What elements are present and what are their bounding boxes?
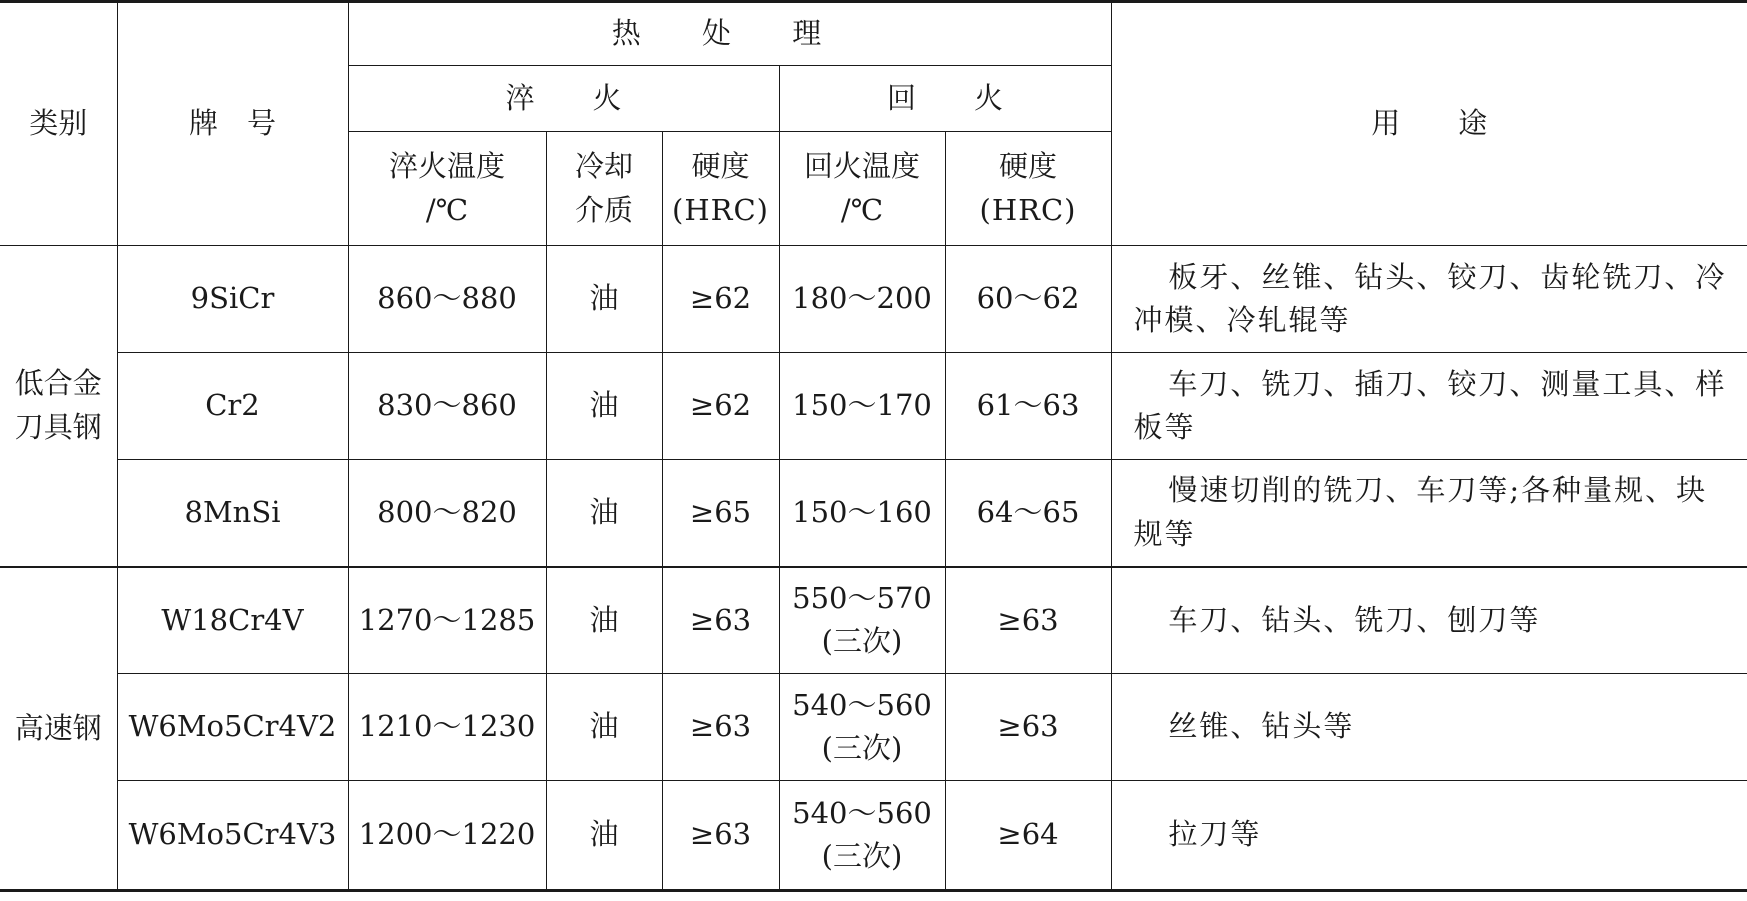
- table-row: [0, 781, 1747, 891]
- table-row: [0, 674, 1747, 781]
- usage-cell: 拉刀等: [1111, 781, 1747, 891]
- header-quench-temp-line1: 淬火温度: [388, 149, 505, 183]
- temper-temp-line2: (三次): [821, 839, 903, 873]
- header-hardness-line1: 硬度: [691, 149, 750, 183]
- grade-cell: W6Mo5Cr4V3: [117, 781, 348, 891]
- quench-hardness-cell: ≥63: [662, 567, 779, 674]
- cooling-medium-cell: 油: [546, 460, 662, 567]
- cooling-medium-cell: 油: [546, 353, 662, 460]
- quench-hardness-cell: ≥63: [662, 674, 779, 781]
- temper-temp-line2: (三次): [821, 624, 903, 659]
- header-temper-hardness-line2: (HRC): [979, 192, 1077, 227]
- quench-temp-cell: 1210～1230: [348, 674, 546, 781]
- temper-temp-cell: [779, 781, 945, 891]
- grade-cell: 8MnSi: [117, 460, 348, 567]
- quench-hardness-cell: ≥63: [662, 781, 779, 891]
- header-cooling-line2: 介质: [574, 192, 633, 227]
- temper-hardness-cell: 60～62: [945, 246, 1111, 353]
- quench-hardness-cell: ≥65: [662, 460, 779, 567]
- table-body: [0, 246, 1747, 891]
- quench-temp-cell: 860～880: [348, 246, 546, 353]
- header-quench: 淬 火: [348, 66, 779, 132]
- temper-temp-line1: 550～570: [792, 580, 932, 615]
- cooling-medium-cell: 油: [546, 567, 662, 674]
- header-heat-treatment: 热 处 理: [348, 2, 1111, 66]
- header-temper-hardness: [945, 132, 1111, 246]
- header-hardness-line2: (HRC): [672, 192, 769, 227]
- usage-cell: 车刀、钻头、铣刀、刨刀等: [1111, 567, 1747, 674]
- table-row: [0, 353, 1747, 460]
- header-temper: 回 火: [779, 66, 1111, 132]
- grade-cell: W6Mo5Cr4V2: [117, 674, 348, 781]
- table-row: [0, 460, 1747, 567]
- temper-hardness-cell: 61～63: [945, 353, 1111, 460]
- quench-temp-cell: 1200～1220: [348, 781, 546, 891]
- temper-temp-cell: 150～170: [779, 353, 945, 460]
- header-cooling-medium: [546, 132, 662, 246]
- table-row: [0, 246, 1747, 353]
- temper-hardness-cell: ≥64: [945, 781, 1111, 891]
- header-grade: 牌 号: [117, 2, 348, 246]
- temper-hardness-cell: ≥63: [945, 567, 1111, 674]
- cooling-medium-cell: 油: [546, 781, 662, 891]
- header-temper-temp: [779, 132, 945, 246]
- temper-temp-cell: 180～200: [779, 246, 945, 353]
- header-temper-temp-line1: 回火温度: [803, 149, 920, 183]
- cooling-medium-cell: 油: [546, 246, 662, 353]
- temper-hardness-cell: 64～65: [945, 460, 1111, 567]
- grade-cell: 9SiCr: [117, 246, 348, 353]
- category-cell: 高速钢: [0, 567, 117, 891]
- usage-cell: 板牙、丝锥、钻头、铰刀、齿轮铣刀、冷冲模、冷轧辊等: [1111, 246, 1747, 353]
- category-line1: 低合金: [14, 366, 102, 401]
- temper-hardness-cell: ≥63: [945, 674, 1111, 781]
- grade-cell: Cr2: [117, 353, 348, 460]
- quench-hardness-cell: ≥62: [662, 353, 779, 460]
- temper-temp-cell: [779, 567, 945, 674]
- cooling-medium-cell: 油: [546, 674, 662, 781]
- temper-temp-line1: 540～560: [792, 795, 932, 830]
- usage-cell: 车刀、铣刀、插刀、铰刀、测量工具、样板等: [1111, 353, 1747, 460]
- temper-temp-line1: 540～560: [792, 687, 932, 722]
- quench-temp-cell: 800～820: [348, 460, 546, 567]
- quench-hardness-cell: ≥62: [662, 246, 779, 353]
- header-temper-temp-line2: /℃: [840, 192, 884, 227]
- header-quench-temp: [348, 132, 546, 246]
- temper-temp-line2: (三次): [821, 731, 903, 765]
- usage-cell: 慢速切削的铣刀、车刀等;各种量规、块规等: [1111, 460, 1747, 567]
- header-quench-hardness: [662, 132, 779, 246]
- category-line2: 刀具钢: [14, 409, 102, 444]
- header-temper-hardness-line1: 硬度: [999, 149, 1058, 183]
- quench-temp-cell: 830～860: [348, 353, 546, 460]
- grade-cell: W18Cr4V: [117, 567, 348, 674]
- table-row: [0, 567, 1747, 674]
- header-category: 类别: [0, 2, 117, 246]
- temper-temp-cell: 150～160: [779, 460, 945, 567]
- usage-cell: 丝锥、钻头等: [1111, 674, 1747, 781]
- category-cell: [0, 246, 117, 567]
- table-header: [0, 2, 1747, 246]
- header-usage: 用 途: [1111, 2, 1747, 246]
- header-cooling-line1: 冷却: [574, 149, 633, 183]
- temper-temp-cell: [779, 674, 945, 781]
- quench-temp-cell: 1270～1285: [348, 567, 546, 674]
- header-quench-temp-line2: /℃: [425, 192, 469, 227]
